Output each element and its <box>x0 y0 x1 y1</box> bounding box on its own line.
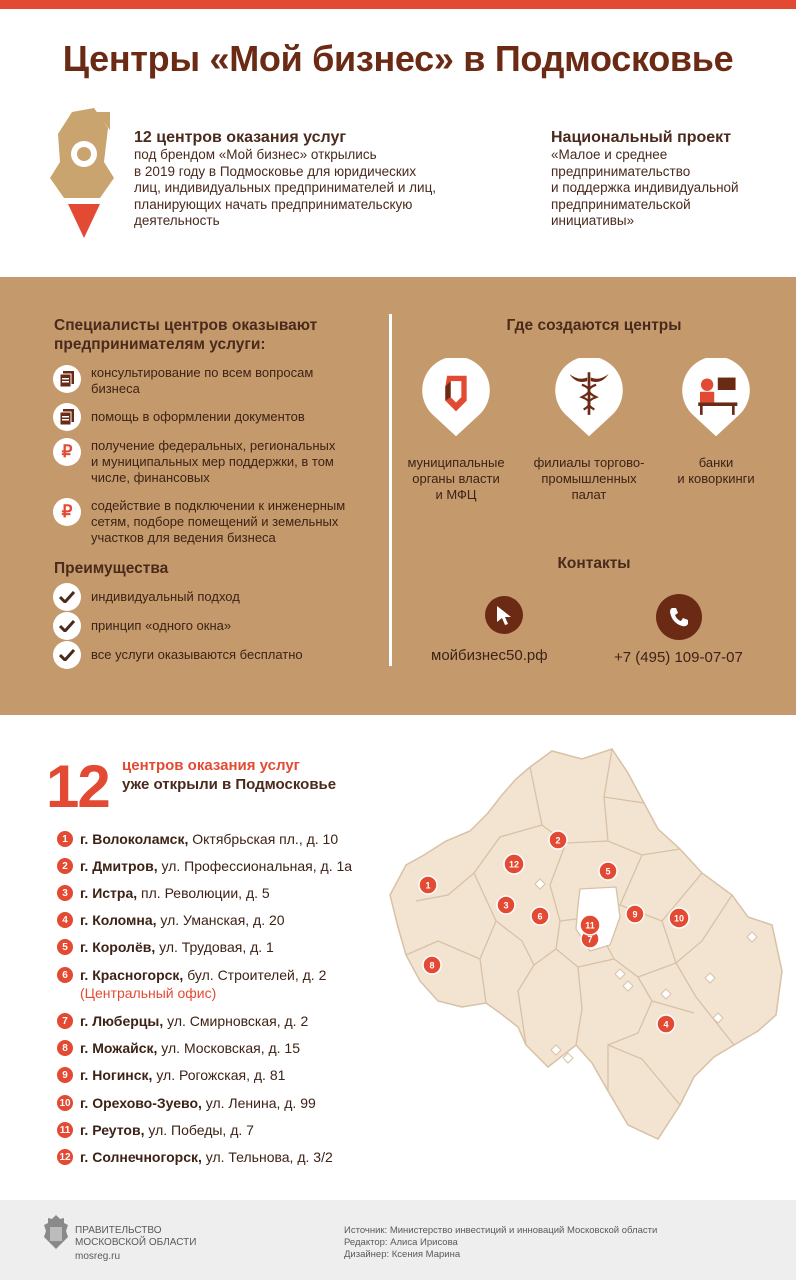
where-heading: Где создаются центры <box>506 317 682 334</box>
project-line: предпринимательской <box>551 196 691 212</box>
advantage-item: все услуги оказываются бесплатно <box>53 641 303 669</box>
svg-text:8: 8 <box>429 960 435 971</box>
project-line: предпринимательство <box>551 163 691 179</box>
intro-line: деятельность <box>134 213 220 228</box>
intro-line: лиц, индивидуальных предпринимателей и лиц, <box>134 180 437 195</box>
location-row: 8 г. Можайск, ул. Московская, д. 15 <box>57 1039 300 1057</box>
project-line: инициативы» <box>551 213 635 228</box>
location-row: 9 г. Ногинск, ул. Рогожская, д. 81 <box>57 1066 285 1084</box>
intro-line: под брендом «Мой бизнес» открылись <box>134 147 377 162</box>
caduceus-icon <box>549 358 629 438</box>
page-title: Центры «Мой бизнес» в Подмосковье <box>62 38 734 79</box>
moscow-region-map <box>380 745 785 1145</box>
credits: Источник: Министерство инвестиций и инноваций Московской области Редактор: Алиса Ирисова Дизайнер: Ксения Марина <box>344 1225 658 1260</box>
centers-subtitle: центров оказания услуг <box>122 757 300 774</box>
location-row: 10 г. Орехово-Зуево, ул. Ленина, д. 99 <box>57 1094 316 1112</box>
document-icon <box>53 403 81 431</box>
gov-logo-text: ПРАВИТЕЛЬСТВО МОСКОВСКОЙ ОБЛАСТИ <box>75 1225 197 1248</box>
advantage-item: принцип «одного окна» <box>53 612 231 640</box>
service-item: ₽ получение федеральных, региональных и муниципальных мер поддержки, в том числе, финансовых <box>53 438 335 486</box>
svg-text:7: 7 <box>587 934 593 945</box>
svg-text:2: 2 <box>555 835 561 846</box>
location-row: 1 г. Волоколамск, Октябрьская пл., д. 10 <box>57 830 338 848</box>
coworking-icon <box>676 358 756 438</box>
svg-text:9: 9 <box>632 909 638 920</box>
intro-block <box>134 129 464 230</box>
service-item: помощь в оформлении документов <box>53 403 305 431</box>
intro-line: в 2019 году в Подмосковье для юридических <box>134 163 417 179</box>
location-row: 11 г. Реутов, ул. Победы, д. 7 <box>57 1121 254 1139</box>
check-icon <box>53 641 81 669</box>
centers-subtitle: уже открыли в Подмосковье <box>122 776 337 793</box>
panel-divider <box>389 314 392 666</box>
advantage-item: индивидуальный подход <box>53 583 240 611</box>
svg-text:12: 12 <box>508 859 520 870</box>
contacts-heading: Контакты <box>557 555 631 572</box>
location-row: 5 г. Королёв, ул. Трудовая, д. 1 <box>57 938 274 956</box>
location-row: 3 г. Истра, пл. Революции, д. 5 <box>57 884 270 902</box>
service-item: ₽ содействие в подключении к инженерным сетям, подборе помещений и земельных участков для ведения бизнеса <box>53 498 345 546</box>
location-row: 7 г. Люберцы, ул. Смирновская, д. 2 <box>57 1012 308 1030</box>
services-heading: Специалисты центров оказывают предпринимателям услуги: <box>54 317 318 353</box>
svg-text:1: 1 <box>425 880 431 891</box>
central-office-note: (Центральный офис) <box>80 985 217 1001</box>
svg-text:11: 11 <box>585 920 595 931</box>
where-label: банки и коворкинги <box>677 455 755 486</box>
check-icon <box>53 612 81 640</box>
centers-count: 12 <box>46 753 109 820</box>
where-label: муниципальные органы власти и МФЦ <box>407 455 505 502</box>
mfc-logo-icon <box>416 358 496 438</box>
location-row: 6 г. Красногорск, бул. Строителей, д. 2 (Центральный офис) <box>57 966 326 1002</box>
ruble-icon: ₽ <box>53 498 81 526</box>
location-row: 12 г. Солнечногорск, ул. Тельнова, д. 3/2 <box>57 1148 333 1166</box>
svg-text:6: 6 <box>537 911 543 922</box>
phone-link[interactable]: +7 (495) 109-07-07 <box>614 649 743 666</box>
svg-text:5: 5 <box>605 866 611 877</box>
svg-text:10: 10 <box>673 913 685 924</box>
coat-of-arms-icon <box>44 1215 68 1249</box>
location-row: 2 г. Дмитров, ул. Профессиональная, д. 1а <box>57 857 352 875</box>
advantages-heading: Преимущества <box>54 560 169 577</box>
project-line: и поддержка индивидуальной <box>551 180 739 195</box>
service-item: консультирование по всем вопросам бизнеса <box>53 365 313 397</box>
document-icon <box>53 365 81 393</box>
rocket-icon <box>50 106 114 242</box>
svg-text:4: 4 <box>663 1019 669 1030</box>
phone-icon <box>656 594 702 640</box>
project-heading: Национальный проект <box>551 129 732 146</box>
ruble-icon: ₽ <box>53 438 81 466</box>
project-line: «Малое и среднее <box>551 147 668 162</box>
intro-line: планирующих начать предпринимательскую <box>134 196 413 212</box>
check-icon <box>53 583 81 611</box>
intro-heading: 12 центров оказания услуг <box>134 129 347 146</box>
location-row: 4 г. Коломна, ул. Уманская, д. 20 <box>57 911 285 929</box>
where-label: филиалы торгово- промышленных палат <box>533 455 645 502</box>
national-project-block <box>551 129 781 230</box>
cursor-icon <box>485 596 523 634</box>
svg-text:3: 3 <box>503 900 509 911</box>
top-accent-bar <box>0 0 796 9</box>
website-link[interactable]: мойбизнес50.рф <box>431 647 548 664</box>
footer-site: mosreg.ru <box>75 1251 121 1262</box>
